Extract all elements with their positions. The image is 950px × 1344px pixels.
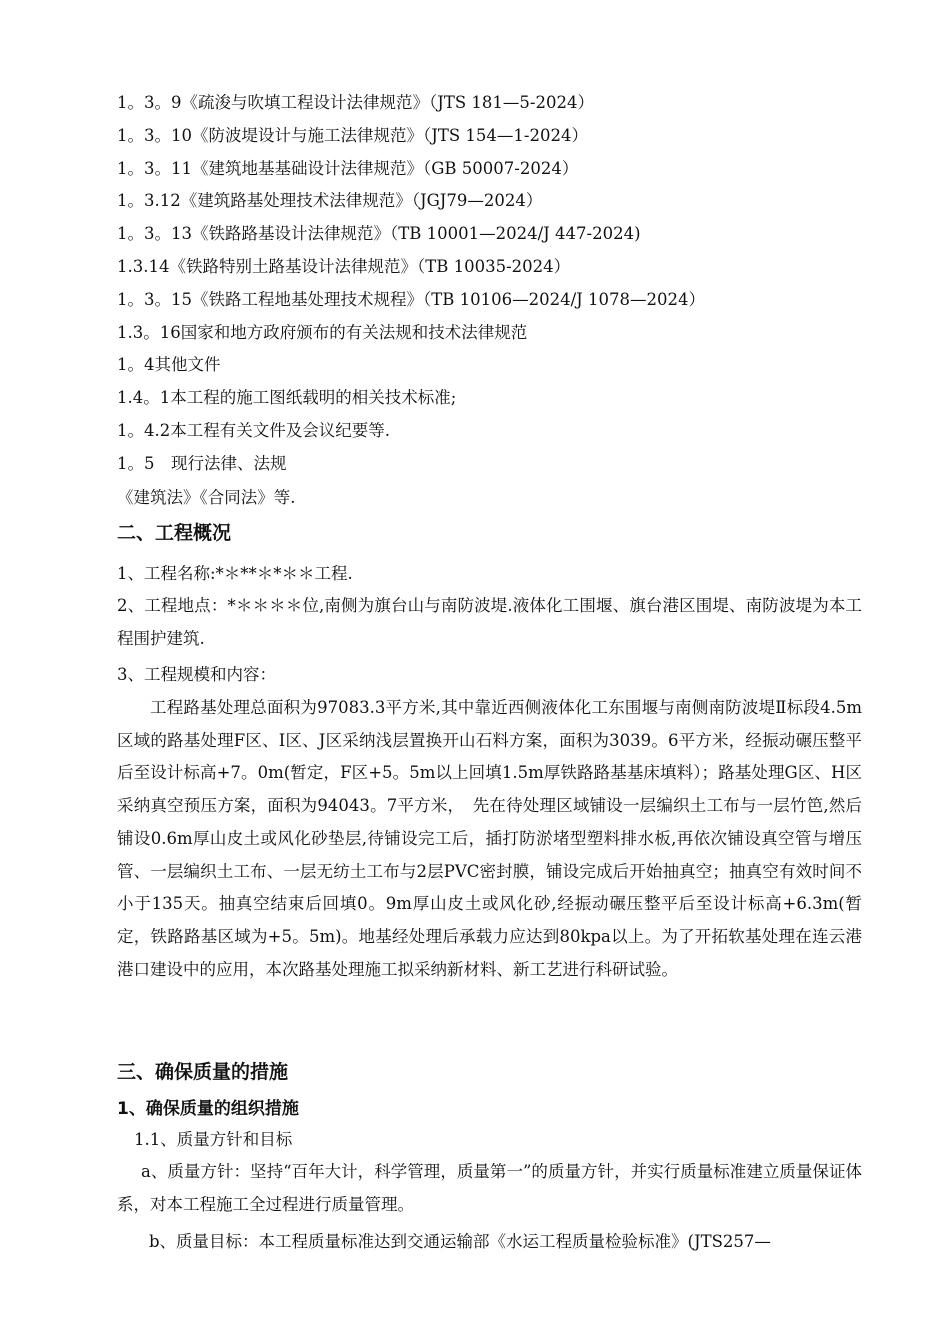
standard-item: 1。3。13《铁路路基设计法律规范》（TB 10001—2024/J 447-2024) <box>117 224 641 243</box>
quality-goal: b、质量目标：本工程质量标准达到交通运输部《水运工程质量检验标准》(JTS257— <box>149 1232 771 1251</box>
project-scale-heading: 3、工程规模和内容： <box>117 665 276 684</box>
standard-item: 1.3。16国家和地方政府颁布的有关法规和技术法律规范 <box>117 323 528 342</box>
standard-item: 1。3.12《建筑路基处理技术法律规范》（JGJ79—2024） <box>117 191 543 210</box>
section-title-overview: 二、工程概况 <box>117 522 232 544</box>
quality-org-heading: 1、确保质量的组织措施 <box>117 1099 299 1119</box>
standard-item: 1。3。10《防波堤设计与施工法律规范》（JTS 154—1-2024） <box>117 126 588 145</box>
standard-item: 1。3。11《建筑地基基础设计法律规范》（GB 50007-2024） <box>117 159 579 178</box>
standard-item: 1。3。9《疏浚与吹填工程设计法律规范》（JTS 181—5-2024） <box>117 93 594 112</box>
standard-item: 1。3。15《铁路工程地基处理技术规程》（TB 10106—2024/J 1078—2024） <box>117 290 705 309</box>
laws-heading: 1。5 现行法律、法规 <box>117 454 287 473</box>
quality-policy: a、质量方针：坚持“百年大计，科学管理，质量第一”的质量方针，并实行质量标准建立质量保证体系，对本工程施工全过程进行质量管理。 <box>117 1162 862 1214</box>
project-scale-body: 工程路基处理总面积为97083.3平方米,其中靠近西侧液体化工东围堰与南侧南防波堤Ⅱ标段4.5m区域的路基处理F区、I区、J区采纳浅层置换开山石料方案，面积为3039。6平方米，经振动碾压整平后至设计标高+7。0m(暂定，F区+5。5m以上回填1.5m厚铁路路基基床填料）；路基处理G区、H区采纳真空预压方案，面积为94043。7平方米， 先在待处理区域铺设一层编织土工布与一层竹笆,然后铺设0.6m厚山皮土或风化砂垫层,待铺设完工后，插打防淤堵型塑料排水板,再依次铺设真空管与增压管、一层编织土工布、一层无纺土工布与2层PVC密封膜，铺设完成后开始抽真空；抽真空有效时间不小于135天。抽真空结束后回填0。9m厚山皮土或风化砂,经振动碾压整平后至设计标高+6.3m(暂定，铁路路基区域为+5。5m)。地基经处理后承载力应达到80kpa以上。为了开拓软基处理在连云港港口建设中的应用，本次路基处理施工拟采纳新材料、新工艺进行科研试验。 <box>117 698 862 979</box>
quality-policy-heading: 1.1、质量方针和目标 <box>134 1130 293 1149</box>
project-name: 1、工程名称:*＊**＊*＊＊工程. <box>117 564 353 583</box>
standard-item: 1.3.14《铁路特别土路基设计法律规范》（TB 10035-2024） <box>117 257 571 276</box>
section-heading-other-docs: 1。4其他文件 <box>117 355 221 374</box>
section-title-quality: 三、确保质量的措施 <box>117 1061 289 1083</box>
project-location: 2、工程地点：*＊＊＊＊位,南侧为旗台山与南防波堤.液体化工围堰、旗台港区围堤、南防波堤为本工程围护建筑. <box>117 596 862 648</box>
laws-list: 《建筑法》《合同法》等. <box>117 488 296 507</box>
other-docs-item: 1。4.2本工程有关文件及会议纪要等. <box>117 421 390 440</box>
other-docs-item: 1.4。1本工程的施工图纸载明的相关技术标准; <box>117 388 457 407</box>
